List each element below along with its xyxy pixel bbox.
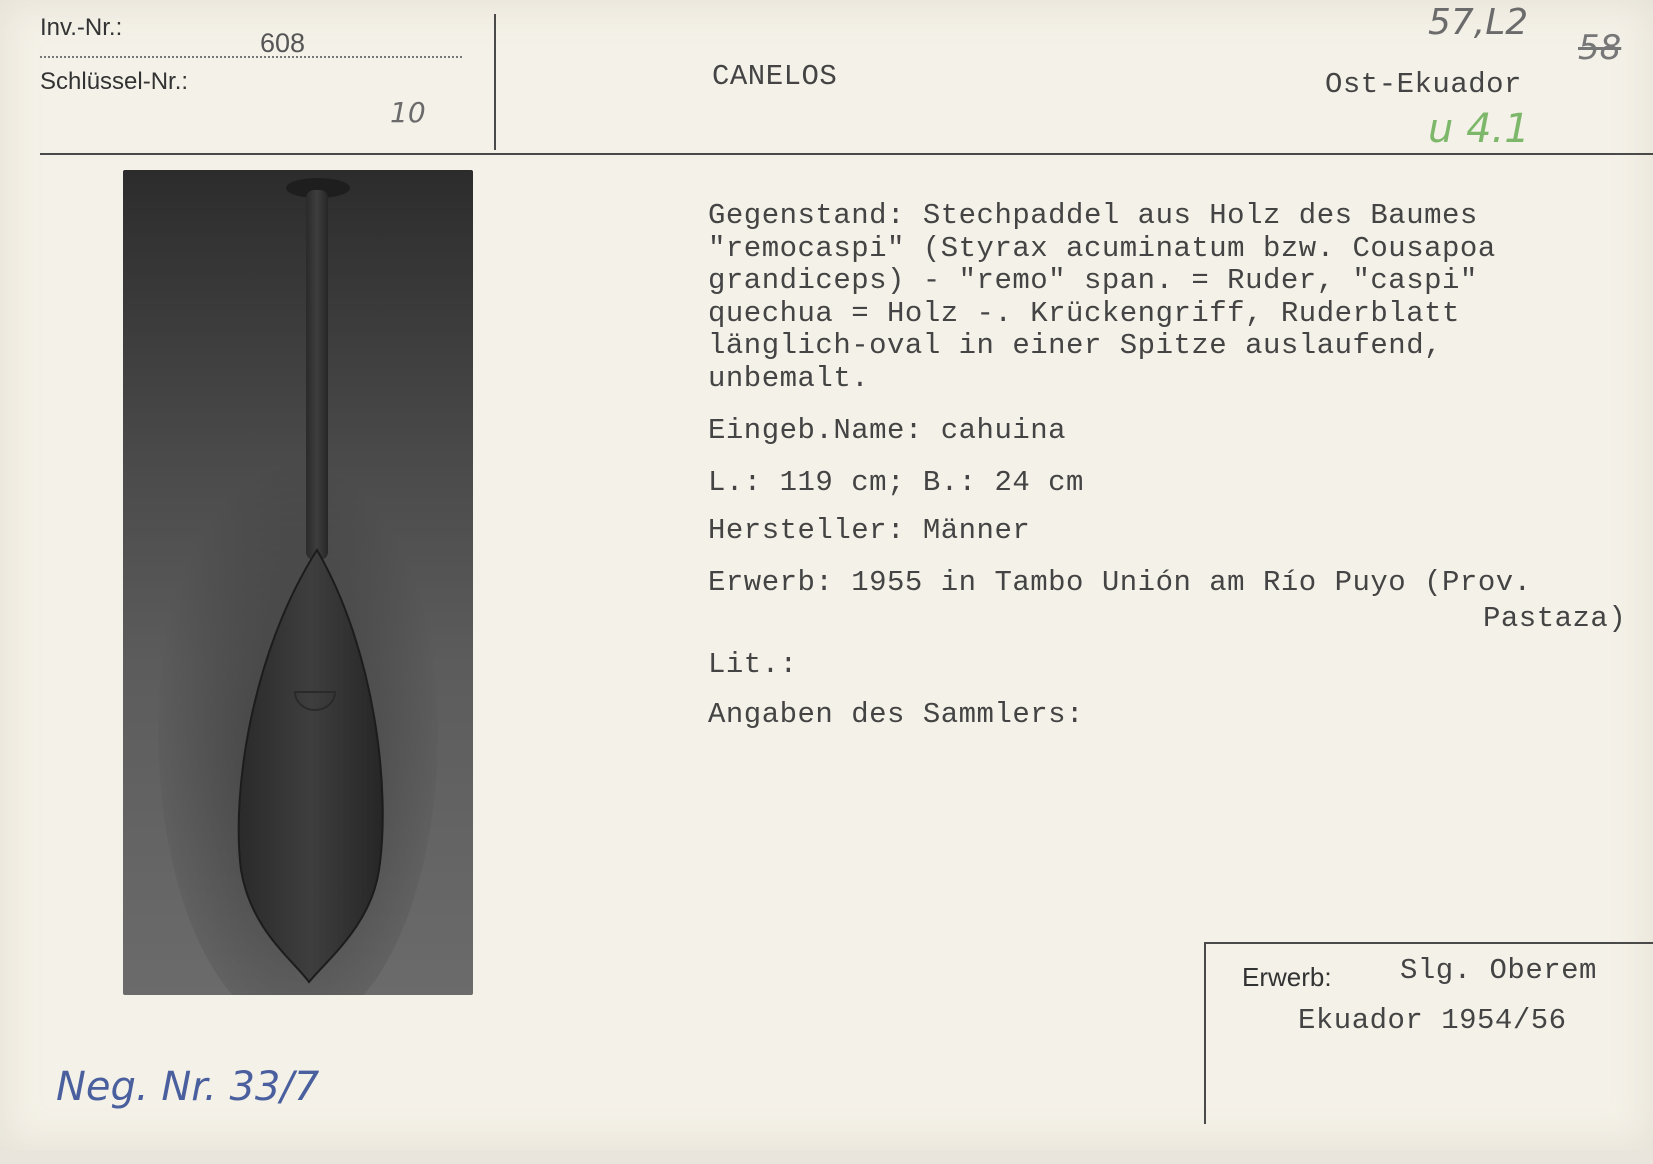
ref-green: u 4.1	[1428, 106, 1530, 152]
object-description	[708, 200, 1496, 395]
acquisition-origin: Ekuador 1954/56	[1298, 1004, 1567, 1037]
native-name: Eingeb.Name: cahuina	[708, 414, 1067, 447]
paddle-photo	[123, 170, 473, 995]
literature: Lit.:	[708, 648, 798, 681]
maker: Hersteller: Männer	[708, 514, 1031, 547]
ref-struck: 58	[1578, 28, 1622, 68]
paddle-icon	[123, 170, 473, 995]
acquisition-details-cont: Pastaza)	[1483, 602, 1627, 635]
acquisition-box-top	[1204, 942, 1653, 944]
negative-number: Neg. Nr. 33/7	[56, 1064, 320, 1110]
dimensions: L.: 119 cm; B.: 24 cm	[708, 466, 1084, 499]
key-value: 10	[390, 96, 426, 129]
description-line: quechua = Holz -. Krückengriff, Ruderblatt	[708, 296, 1460, 330]
acquisition-details: Erwerb: 1955 in Tambo Unión am Río Puyo (Prov.	[708, 566, 1532, 599]
ref-top: 57,L2	[1428, 2, 1529, 43]
description-line: Gegenstand: Stechpaddel aus Holz des Baumes	[708, 199, 1478, 232]
inv-value: 608	[260, 28, 306, 58]
description-line: länglich-oval in einer Spitze auslaufend,	[708, 329, 1443, 362]
inv-dotted-line	[40, 56, 462, 58]
header-divider	[494, 14, 496, 150]
description-line: "remocaspi" (Styrax acuminatum bzw. Cousapoa	[708, 231, 1496, 265]
description-line: grandiceps) - "remo" span. = Ruder, "caspi"	[708, 264, 1478, 297]
inv-label: Inv.-Nr.:	[40, 14, 123, 41]
description-line: unbemalt.	[708, 361, 870, 395]
key-label: Schlüssel-Nr.:	[40, 68, 189, 95]
header-rule	[40, 153, 1653, 155]
collector-notes: Angaben des Sammlers:	[708, 698, 1084, 731]
group-name: CANELOS	[712, 60, 838, 93]
acquisition-box-left	[1204, 942, 1206, 1124]
region-name: Ost-Ekuador	[1325, 68, 1522, 101]
acquisition-collection: Slg. Oberem	[1400, 954, 1597, 987]
acquisition-box-label: Erwerb:	[1242, 962, 1332, 992]
